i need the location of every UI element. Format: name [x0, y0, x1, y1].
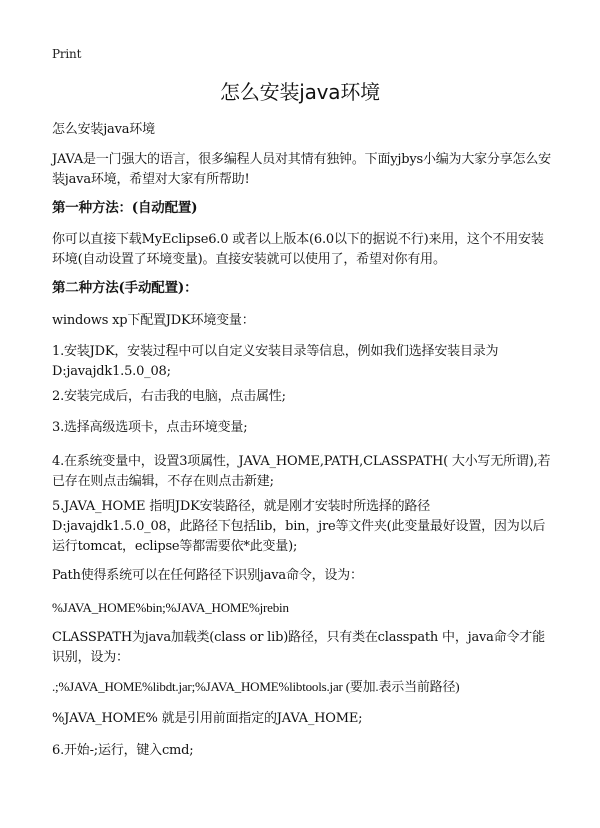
step-4: 4.在系统变量中，设置3项属性，JAVA_HOME,PATH,CLASSPATH( 大小写无所谓),若已存在则点击编辑，不存在则点击新建; [52, 454, 551, 489]
classpath-value: .;%JAVA_HOME%libdt.jar;%JAVA_HOME%libtools.jar (要加.表示当前路径) [52, 679, 460, 694]
method1-paragraph: 你可以直接下载MyEclipse6.0 或者以上版本(6.0以下的据说不行)来用，这个不用安装环境(自动设置了环境变量)。直接安装就可以使用了，希望对你有用。 [52, 232, 544, 267]
path-value: %JAVA_HOME%bin;%JAVA_HOME%jrebin [52, 600, 289, 615]
step-6: 6.开始-;运行，键入cmd; [52, 743, 194, 758]
method2-heading: 第二种方法(手动配置)： [52, 280, 198, 296]
step-2: 2.安装完成后，右击我的电脑，点击属性; [52, 389, 286, 404]
step-3: 3.选择高级选项卡，点击环境变量; [52, 420, 248, 435]
windows-line: windows xp下配置JDK环境变量： [52, 313, 255, 328]
java-home-note: %JAVA_HOME% 就是引用前面指定的JAVA_HOME; [52, 711, 363, 726]
step-5: 5.JAVA_HOME 指明JDK安装路径，就是刚才安装时所选择的路径D:javajdk1.5.0_08，此路径下包括lib，bin，jre等文件夹(此变量最好设置，因为以后运行tomcat，eclipse等都需要依*此变量); [52, 499, 546, 554]
page-title: 怎么安装java环境 [220, 80, 380, 104]
intro-paragraph: JAVA是一门强大的语言，很多编程人员对其情有独钟。下面yjbys小编为大家分享怎么安装java环境，希望对大家有所帮助! [52, 152, 551, 187]
path-description: Path使得系统可以在任何路径下识别java命令，设为： [52, 568, 363, 583]
classpath-description: CLASSPATH为java加载类(class or lib)路径，只有类在classpath 中，java命令才能识别，设为： [52, 630, 545, 665]
step-1: 1.安装JDK，安装过程中可以自定义安装目录等信息，例如我们选择安装目录为D:javajdk1.5.0_08; [52, 344, 499, 379]
print-label: Print [52, 47, 82, 61]
method1-heading: 第一种方法：(自动配置) [52, 200, 198, 216]
intro-title: 怎么安装java环境 [52, 122, 155, 137]
